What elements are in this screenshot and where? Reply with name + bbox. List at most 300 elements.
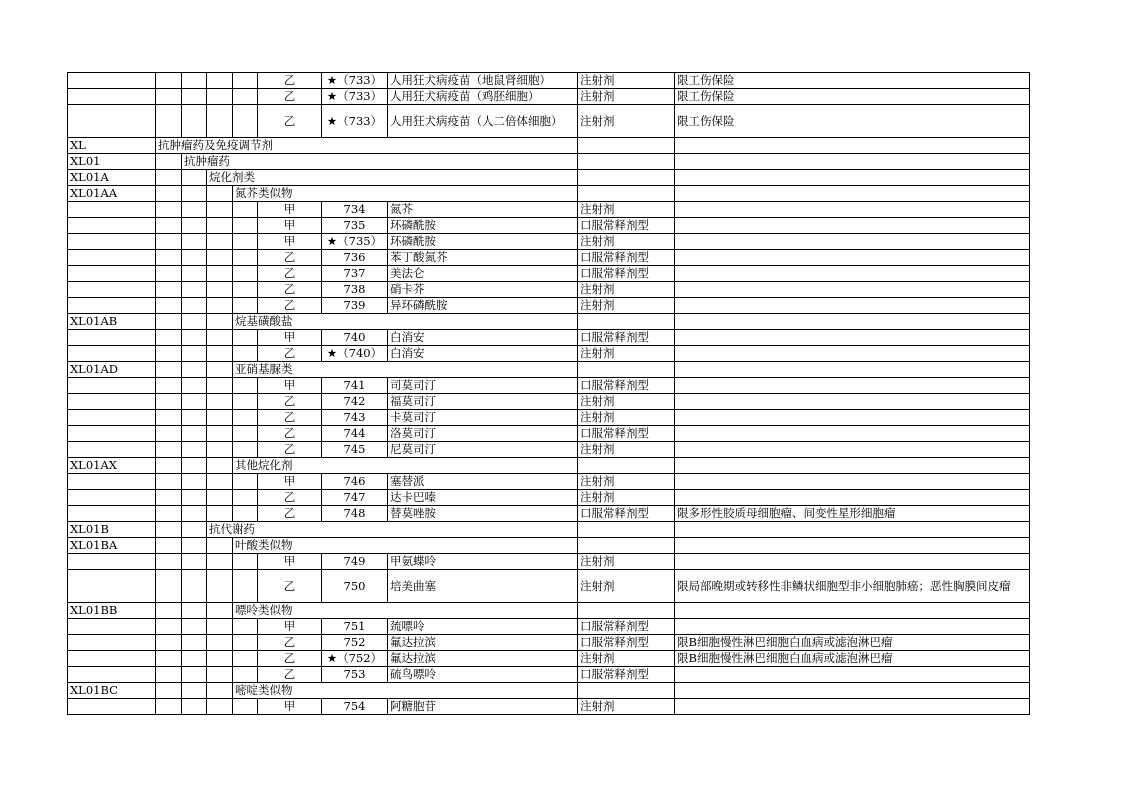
indent-cell [182, 394, 207, 410]
dosage-form-cell: 注射剂 [578, 699, 675, 715]
dosage-form-cell: 注射剂 [578, 410, 675, 426]
name-cell [578, 170, 675, 186]
remarks-cell [675, 218, 1030, 234]
indent-cell [182, 218, 207, 234]
dosage-form-cell: 口服常释剂型 [578, 250, 675, 266]
category-cell: 乙 [258, 73, 322, 89]
indent-cell [182, 266, 207, 282]
name-cell: 培美曲塞 [388, 570, 578, 603]
name-cell: 人用狂犬病疫苗（鸡胚细胞） [388, 89, 578, 105]
number-cell: 748 [322, 506, 388, 522]
atc-code-cell [68, 73, 156, 89]
indent-cell [233, 266, 258, 282]
indent-cell [182, 89, 207, 105]
table-row [68, 202, 1030, 218]
name-cell: 司莫司汀 [388, 378, 578, 394]
name-cell: 巯嘌呤 [388, 619, 578, 635]
group-label-cell: 烷基磺酸盐 [233, 314, 578, 330]
table-row [68, 442, 1030, 458]
dosage-form-cell: 口服常释剂型 [578, 378, 675, 394]
name-cell: 替莫唑胺 [388, 506, 578, 522]
name-cell: 环磷酰胺 [388, 234, 578, 250]
name-cell: 阿糖胞苷 [388, 699, 578, 715]
indent-cell [207, 458, 233, 474]
dosage-form-cell: 口服常释剂型 [578, 619, 675, 635]
indent-cell [156, 218, 182, 234]
indent-cell [233, 554, 258, 570]
number-cell: 741 [322, 378, 388, 394]
category-cell: 乙 [258, 410, 322, 426]
indent-cell [182, 667, 207, 683]
atc-code-cell: XL01B [68, 522, 156, 538]
category-cell: 乙 [258, 506, 322, 522]
indent-cell [182, 298, 207, 314]
dosage-form-cell: 口服常释剂型 [578, 667, 675, 683]
indent-cell [207, 426, 233, 442]
number-cell: 734 [322, 202, 388, 218]
indent-cell [207, 346, 233, 362]
indent-cell [182, 442, 207, 458]
indent-cell [233, 105, 258, 138]
table-row [68, 506, 1030, 522]
remarks-cell: 限工伤保险 [675, 105, 1030, 138]
indent-cell [182, 282, 207, 298]
indent-cell [156, 538, 182, 554]
group-row [68, 362, 1030, 378]
name-cell: 美法仑 [388, 266, 578, 282]
category-cell: 乙 [258, 282, 322, 298]
table-row [68, 330, 1030, 346]
number-cell: 737 [322, 266, 388, 282]
indent-cell [207, 667, 233, 683]
indent-cell [156, 362, 182, 378]
indent-cell [182, 330, 207, 346]
table-row [68, 490, 1030, 506]
category-cell: 乙 [258, 89, 322, 105]
category-cell: 甲 [258, 378, 322, 394]
indent-cell [156, 570, 182, 603]
category-cell: 乙 [258, 298, 322, 314]
category-cell: 甲 [258, 202, 322, 218]
indent-cell [207, 619, 233, 635]
indent-cell [207, 554, 233, 570]
atc-code-cell [68, 218, 156, 234]
group-label-cell: 烷化剂类 [207, 170, 578, 186]
name-cell [578, 138, 675, 154]
indent-cell [233, 218, 258, 234]
indent-cell [156, 506, 182, 522]
dosage-form-cell: 注射剂 [578, 554, 675, 570]
indent-cell [207, 298, 233, 314]
name-cell: 硫鸟嘌呤 [388, 667, 578, 683]
category-cell: 乙 [258, 426, 322, 442]
group-label-cell: 叶酸类似物 [233, 538, 578, 554]
indent-cell [233, 570, 258, 603]
atc-code-cell [68, 394, 156, 410]
remarks-cell [675, 410, 1030, 426]
group-row [68, 458, 1030, 474]
category-cell: 乙 [258, 635, 322, 651]
name-cell: 人用狂犬病疫苗（地鼠肾细胞） [388, 73, 578, 89]
remarks-cell [675, 619, 1030, 635]
remarks-cell [675, 250, 1030, 266]
indent-cell [207, 410, 233, 426]
indent-cell [182, 570, 207, 603]
category-cell: 乙 [258, 105, 322, 138]
indent-cell [233, 330, 258, 346]
atc-code-cell: XL01BA [68, 538, 156, 554]
indent-cell [156, 667, 182, 683]
table-row [68, 474, 1030, 490]
name-cell: 甲氨蝶呤 [388, 554, 578, 570]
indent-cell [233, 619, 258, 635]
indent-cell [207, 362, 233, 378]
indent-cell [233, 410, 258, 426]
indent-cell [156, 522, 182, 538]
dosage-form-cell: 注射剂 [578, 570, 675, 603]
number-cell: ★（733） [322, 89, 388, 105]
number-cell: 751 [322, 619, 388, 635]
table-row [68, 234, 1030, 250]
dosage-form-cell: 口服常释剂型 [578, 506, 675, 522]
indent-cell [233, 394, 258, 410]
atc-code-cell [68, 570, 156, 603]
indent-cell [182, 683, 207, 699]
dosage-form-cell: 注射剂 [578, 89, 675, 105]
group-row [68, 683, 1030, 699]
indent-cell [156, 266, 182, 282]
name-cell [578, 186, 675, 202]
dosage-form-cell: 口服常释剂型 [578, 218, 675, 234]
remarks-cell [675, 394, 1030, 410]
indent-cell [182, 250, 207, 266]
atc-code-cell [68, 635, 156, 651]
number-cell: 750 [322, 570, 388, 603]
indent-cell [156, 458, 182, 474]
indent-cell [207, 506, 233, 522]
indent-cell [207, 218, 233, 234]
remarks-cell [675, 554, 1030, 570]
indent-cell [182, 202, 207, 218]
indent-cell [156, 202, 182, 218]
indent-cell [207, 89, 233, 105]
category-cell: 乙 [258, 442, 322, 458]
remarks-cell [675, 346, 1030, 362]
indent-cell [233, 442, 258, 458]
category-cell: 乙 [258, 490, 322, 506]
dosage-form-cell: 注射剂 [578, 234, 675, 250]
atc-code-cell: XL01BC [68, 683, 156, 699]
name-cell: 人用狂犬病疫苗（人二倍体细胞） [388, 105, 578, 138]
indent-cell [207, 651, 233, 667]
name-cell: 洛莫司汀 [388, 426, 578, 442]
indent-cell [182, 506, 207, 522]
indent-cell [207, 234, 233, 250]
remarks-cell [675, 474, 1030, 490]
name-cell: 福莫司汀 [388, 394, 578, 410]
table-row [68, 346, 1030, 362]
indent-cell [233, 234, 258, 250]
indent-cell [182, 603, 207, 619]
indent-cell [207, 266, 233, 282]
remarks-cell: 限B细胞慢性淋巴细胞白血病或滤泡淋巴瘤 [675, 635, 1030, 651]
name-cell: 硝卡芥 [388, 282, 578, 298]
atc-code-cell: XL01BB [68, 603, 156, 619]
indent-cell [156, 89, 182, 105]
number-cell: ★（740） [322, 346, 388, 362]
atc-code-cell [68, 490, 156, 506]
name-cell: 尼莫司汀 [388, 442, 578, 458]
group-label-cell: 亚硝基脲类 [233, 362, 578, 378]
name-cell: 卡莫司汀 [388, 410, 578, 426]
indent-cell [233, 73, 258, 89]
number-cell: 743 [322, 410, 388, 426]
indent-cell [207, 683, 233, 699]
indent-cell [156, 170, 182, 186]
dosage-form-cell: 口服常释剂型 [578, 266, 675, 282]
indent-cell [207, 474, 233, 490]
indent-cell [156, 282, 182, 298]
category-cell: 乙 [258, 651, 322, 667]
indent-cell [182, 426, 207, 442]
remarks-cell: 限工伤保险 [675, 89, 1030, 105]
atc-code-cell [68, 298, 156, 314]
atc-code-cell [68, 378, 156, 394]
indent-cell [233, 426, 258, 442]
indent-cell [156, 635, 182, 651]
number-cell: 736 [322, 250, 388, 266]
indent-cell [156, 394, 182, 410]
remarks-cell [675, 378, 1030, 394]
table-row [68, 394, 1030, 410]
group-row [68, 186, 1030, 202]
indent-cell [156, 554, 182, 570]
dosage-form-cell [675, 603, 1030, 619]
category-cell: 乙 [258, 346, 322, 362]
indent-cell [233, 346, 258, 362]
atc-code-cell [68, 89, 156, 105]
table-row [68, 73, 1030, 89]
atc-code-cell [68, 667, 156, 683]
indent-cell [182, 651, 207, 667]
atc-code-cell [68, 506, 156, 522]
name-cell [578, 522, 675, 538]
table-row [68, 651, 1030, 667]
dosage-form-cell [675, 362, 1030, 378]
indent-cell [233, 506, 258, 522]
number-cell: 742 [322, 394, 388, 410]
table-row [68, 635, 1030, 651]
indent-cell [156, 346, 182, 362]
indent-cell [207, 330, 233, 346]
atc-code-cell [68, 474, 156, 490]
category-cell: 甲 [258, 474, 322, 490]
drug-catalog-table [67, 72, 1030, 715]
group-label-cell: 其他烷化剂 [233, 458, 578, 474]
number-cell: 749 [322, 554, 388, 570]
indent-cell [233, 699, 258, 715]
remarks-cell [675, 202, 1030, 218]
atc-code-cell [68, 234, 156, 250]
indent-cell [207, 603, 233, 619]
dosage-form-cell: 口服常释剂型 [578, 330, 675, 346]
table-row [68, 218, 1030, 234]
indent-cell [233, 282, 258, 298]
indent-cell [156, 234, 182, 250]
indent-cell [233, 298, 258, 314]
indent-cell [182, 458, 207, 474]
group-row [68, 603, 1030, 619]
indent-cell [182, 635, 207, 651]
category-cell: 甲 [258, 330, 322, 346]
remarks-cell [675, 298, 1030, 314]
dosage-form-cell [675, 170, 1030, 186]
atc-code-cell [68, 410, 156, 426]
name-cell: 氮芥 [388, 202, 578, 218]
category-cell: 甲 [258, 619, 322, 635]
indent-cell [207, 699, 233, 715]
table-row [68, 105, 1030, 138]
remarks-cell [675, 699, 1030, 715]
indent-cell [182, 474, 207, 490]
category-cell: 乙 [258, 266, 322, 282]
atc-code-cell: XL01A [68, 170, 156, 186]
indent-cell [182, 699, 207, 715]
name-cell: 环磷酰胺 [388, 218, 578, 234]
indent-cell [182, 410, 207, 426]
indent-cell [207, 570, 233, 603]
group-label-cell: 嘌呤类似物 [233, 603, 578, 619]
atc-code-cell: XL [68, 138, 156, 154]
dosage-form-cell [675, 186, 1030, 202]
atc-code-cell [68, 426, 156, 442]
group-label-cell: 抗肿瘤药及免疫调节剂 [156, 138, 578, 154]
atc-code-cell: XL01AA [68, 186, 156, 202]
remarks-cell: 限工伤保险 [675, 73, 1030, 89]
number-cell: 754 [322, 699, 388, 715]
indent-cell [156, 314, 182, 330]
table-row [68, 699, 1030, 715]
indent-cell [207, 282, 233, 298]
dosage-form-cell: 注射剂 [578, 282, 675, 298]
indent-cell [233, 202, 258, 218]
dosage-form-cell: 注射剂 [578, 73, 675, 89]
indent-cell [233, 667, 258, 683]
atc-code-cell [68, 346, 156, 362]
atc-code-cell [68, 282, 156, 298]
indent-cell [156, 330, 182, 346]
atc-code-cell [68, 651, 156, 667]
table-row [68, 298, 1030, 314]
name-cell: 氟达拉滨 [388, 635, 578, 651]
group-label-cell: 抗代谢药 [207, 522, 578, 538]
indent-cell [207, 538, 233, 554]
name-cell: 苯丁酸氮芥 [388, 250, 578, 266]
indent-cell [207, 202, 233, 218]
group-row [68, 538, 1030, 554]
indent-cell [182, 234, 207, 250]
indent-cell [156, 651, 182, 667]
indent-cell [156, 619, 182, 635]
indent-cell [207, 73, 233, 89]
name-cell [578, 362, 675, 378]
table-row [68, 570, 1030, 603]
category-cell: 甲 [258, 218, 322, 234]
category-cell: 乙 [258, 394, 322, 410]
atc-code-cell [68, 202, 156, 218]
indent-cell [233, 651, 258, 667]
atc-code-cell: XL01AB [68, 314, 156, 330]
indent-cell [207, 635, 233, 651]
indent-cell [156, 683, 182, 699]
indent-cell [156, 73, 182, 89]
atc-code-cell [68, 619, 156, 635]
category-cell: 甲 [258, 234, 322, 250]
indent-cell [233, 250, 258, 266]
indent-cell [156, 699, 182, 715]
indent-cell [233, 89, 258, 105]
indent-cell [182, 73, 207, 89]
indent-cell [182, 314, 207, 330]
table-row [68, 619, 1030, 635]
number-cell: ★（735） [322, 234, 388, 250]
group-label-cell: 嘧啶类似物 [233, 683, 578, 699]
dosage-form-cell [675, 154, 1030, 170]
name-cell: 异环磷酰胺 [388, 298, 578, 314]
remarks-cell: 限多形性胶质母细胞瘤、间变性星形细胞瘤 [675, 506, 1030, 522]
remarks-cell [675, 490, 1030, 506]
number-cell: 746 [322, 474, 388, 490]
indent-cell [156, 426, 182, 442]
number-cell: 738 [322, 282, 388, 298]
remarks-cell [675, 442, 1030, 458]
indent-cell [207, 442, 233, 458]
table-row [68, 266, 1030, 282]
indent-cell [207, 250, 233, 266]
indent-cell [156, 154, 182, 170]
indent-cell [182, 346, 207, 362]
remarks-cell [675, 330, 1030, 346]
name-cell [578, 154, 675, 170]
remarks-cell: 限B细胞慢性淋巴细胞白血病或滤泡淋巴瘤 [675, 651, 1030, 667]
indent-cell [182, 538, 207, 554]
number-cell: 739 [322, 298, 388, 314]
indent-cell [156, 474, 182, 490]
name-cell [578, 314, 675, 330]
group-row [68, 154, 1030, 170]
indent-cell [182, 105, 207, 138]
remarks-cell [675, 426, 1030, 442]
number-cell: ★（752） [322, 651, 388, 667]
number-cell: 745 [322, 442, 388, 458]
indent-cell [156, 105, 182, 138]
table-body [68, 73, 1030, 715]
indent-cell [156, 410, 182, 426]
table-row [68, 378, 1030, 394]
atc-code-cell [68, 442, 156, 458]
table-row [68, 426, 1030, 442]
dosage-form-cell [675, 458, 1030, 474]
number-cell: 740 [322, 330, 388, 346]
table-row [68, 282, 1030, 298]
name-cell [578, 603, 675, 619]
indent-cell [233, 635, 258, 651]
dosage-form-cell: 口服常释剂型 [578, 426, 675, 442]
table-row [68, 554, 1030, 570]
indent-cell [182, 186, 207, 202]
category-cell: 乙 [258, 250, 322, 266]
number-cell: 744 [322, 426, 388, 442]
